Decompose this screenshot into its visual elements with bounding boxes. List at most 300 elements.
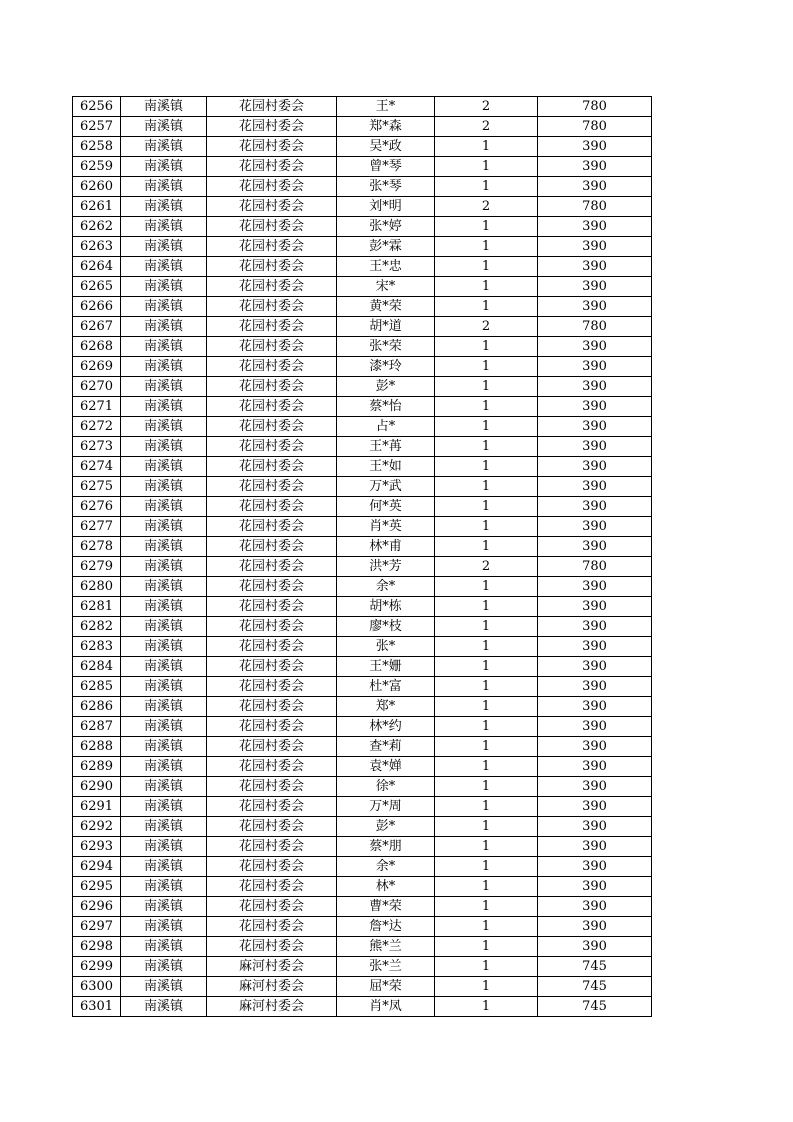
cell-amount: 390: [538, 577, 652, 597]
cell-amount: 390: [538, 217, 652, 237]
table-row: [73, 357, 652, 377]
cell-town: 南溪镇: [121, 117, 207, 137]
cell-id: 6300: [73, 977, 121, 997]
cell-village: 花园村委会: [207, 557, 337, 577]
cell-name: 何*英: [337, 497, 435, 517]
cell-village: 花园村委会: [207, 497, 337, 517]
cell-town: 南溪镇: [121, 177, 207, 197]
cell-name: 林*甫: [337, 537, 435, 557]
table-row: [73, 537, 652, 557]
cell-amount: 390: [538, 797, 652, 817]
cell-name: 张*: [337, 637, 435, 657]
cell-town: 南溪镇: [121, 557, 207, 577]
cell-town: 南溪镇: [121, 477, 207, 497]
cell-count: 1: [435, 917, 538, 937]
cell-village: 花园村委会: [207, 517, 337, 537]
cell-name: 林*: [337, 877, 435, 897]
cell-id: 6278: [73, 537, 121, 557]
cell-village: 花园村委会: [207, 577, 337, 597]
cell-village: 麻河村委会: [207, 977, 337, 997]
cell-amount: 390: [538, 837, 652, 857]
cell-id: 6294: [73, 857, 121, 877]
cell-id: 6259: [73, 157, 121, 177]
cell-id: 6293: [73, 837, 121, 857]
cell-id: 6261: [73, 197, 121, 217]
cell-count: 1: [435, 797, 538, 817]
cell-count: 1: [435, 657, 538, 677]
cell-name: 万*武: [337, 477, 435, 497]
table-row: [73, 177, 652, 197]
cell-village: 花园村委会: [207, 377, 337, 397]
cell-village: 花园村委会: [207, 717, 337, 737]
cell-amount: 390: [538, 177, 652, 197]
cell-count: 1: [435, 397, 538, 417]
cell-count: 1: [435, 457, 538, 477]
table-row: [73, 657, 652, 677]
cell-village: 花园村委会: [207, 617, 337, 637]
cell-town: 南溪镇: [121, 617, 207, 637]
table-row: [73, 837, 652, 857]
cell-amount: 390: [538, 657, 652, 677]
table-row: [73, 857, 652, 877]
cell-village: 花园村委会: [207, 137, 337, 157]
cell-village: 花园村委会: [207, 917, 337, 937]
cell-town: 南溪镇: [121, 917, 207, 937]
cell-village: 麻河村委会: [207, 957, 337, 977]
cell-amount: 390: [538, 777, 652, 797]
cell-id: 6295: [73, 877, 121, 897]
table-row: [73, 637, 652, 657]
cell-amount: 390: [538, 357, 652, 377]
cell-count: 1: [435, 717, 538, 737]
cell-amount: 390: [538, 637, 652, 657]
cell-amount: 390: [538, 537, 652, 557]
cell-amount: 390: [538, 437, 652, 457]
cell-village: 花园村委会: [207, 197, 337, 217]
cell-village: 花园村委会: [207, 237, 337, 257]
cell-amount: 390: [538, 917, 652, 937]
cell-village: 花园村委会: [207, 797, 337, 817]
cell-name: 王*苒: [337, 437, 435, 457]
cell-town: 南溪镇: [121, 997, 207, 1017]
cell-amount: 390: [538, 457, 652, 477]
cell-id: 6282: [73, 617, 121, 637]
cell-town: 南溪镇: [121, 857, 207, 877]
cell-town: 南溪镇: [121, 717, 207, 737]
table-row: [73, 957, 652, 977]
cell-name: 万*周: [337, 797, 435, 817]
cell-name: 王*: [337, 97, 435, 117]
cell-amount: 390: [538, 697, 652, 717]
cell-amount: 780: [538, 197, 652, 217]
cell-id: 6266: [73, 297, 121, 317]
cell-amount: 745: [538, 957, 652, 977]
table-row: [73, 457, 652, 477]
cell-name: 查*莉: [337, 737, 435, 757]
cell-id: 6256: [73, 97, 121, 117]
cell-village: 花园村委会: [207, 657, 337, 677]
table-row: [73, 737, 652, 757]
cell-id: 6269: [73, 357, 121, 377]
cell-name: 刘*明: [337, 197, 435, 217]
cell-name: 洪*芳: [337, 557, 435, 577]
cell-id: 6271: [73, 397, 121, 417]
cell-amount: 390: [538, 297, 652, 317]
cell-name: 余*: [337, 857, 435, 877]
cell-town: 南溪镇: [121, 497, 207, 517]
cell-village: 花园村委会: [207, 177, 337, 197]
cell-town: 南溪镇: [121, 237, 207, 257]
cell-count: 1: [435, 437, 538, 457]
table-row: [73, 97, 652, 117]
table-row: [73, 157, 652, 177]
cell-count: 1: [435, 357, 538, 377]
cell-id: 6281: [73, 597, 121, 617]
cell-amount: 390: [538, 677, 652, 697]
cell-name: 彭*: [337, 377, 435, 397]
cell-count: 1: [435, 137, 538, 157]
cell-name: 彭*: [337, 817, 435, 837]
cell-village: 花园村委会: [207, 97, 337, 117]
cell-village: 花园村委会: [207, 457, 337, 477]
cell-town: 南溪镇: [121, 957, 207, 977]
table-row: [73, 197, 652, 217]
cell-name: 詹*达: [337, 917, 435, 937]
cell-town: 南溪镇: [121, 317, 207, 337]
cell-count: 1: [435, 177, 538, 197]
table-row: [73, 997, 652, 1017]
cell-town: 南溪镇: [121, 697, 207, 717]
cell-count: 1: [435, 737, 538, 757]
cell-amount: 780: [538, 557, 652, 577]
cell-id: 6286: [73, 697, 121, 717]
cell-town: 南溪镇: [121, 737, 207, 757]
cell-name: 蔡*朋: [337, 837, 435, 857]
cell-id: 6274: [73, 457, 121, 477]
cell-town: 南溪镇: [121, 97, 207, 117]
table-row: [73, 917, 652, 937]
cell-count: 2: [435, 197, 538, 217]
cell-town: 南溪镇: [121, 757, 207, 777]
cell-name: 王*如: [337, 457, 435, 477]
table-row: [73, 277, 652, 297]
cell-id: 6276: [73, 497, 121, 517]
cell-count: 2: [435, 97, 538, 117]
cell-count: 1: [435, 957, 538, 977]
cell-count: 1: [435, 837, 538, 857]
cell-amount: 780: [538, 317, 652, 337]
cell-count: 1: [435, 757, 538, 777]
cell-name: 占*: [337, 417, 435, 437]
table-row: [73, 977, 652, 997]
cell-id: 6267: [73, 317, 121, 337]
cell-village: 花园村委会: [207, 697, 337, 717]
cell-count: 1: [435, 817, 538, 837]
cell-town: 南溪镇: [121, 277, 207, 297]
cell-count: 1: [435, 417, 538, 437]
cell-amount: 390: [538, 397, 652, 417]
cell-name: 王*忠: [337, 257, 435, 277]
cell-town: 南溪镇: [121, 837, 207, 857]
cell-id: 6291: [73, 797, 121, 817]
table-row: [73, 257, 652, 277]
cell-name: 肖*凤: [337, 997, 435, 1017]
cell-village: 花园村委会: [207, 317, 337, 337]
cell-town: 南溪镇: [121, 657, 207, 677]
cell-amount: 390: [538, 877, 652, 897]
table-row: [73, 557, 652, 577]
cell-id: 6284: [73, 657, 121, 677]
cell-id: 6275: [73, 477, 121, 497]
cell-village: 花园村委会: [207, 877, 337, 897]
cell-name: 肖*英: [337, 517, 435, 537]
cell-name: 彭*霖: [337, 237, 435, 257]
cell-name: 张*婷: [337, 217, 435, 237]
cell-name: 余*: [337, 577, 435, 597]
cell-count: 1: [435, 937, 538, 957]
cell-village: 花园村委会: [207, 757, 337, 777]
cell-name: 王*姗: [337, 657, 435, 677]
cell-amount: 390: [538, 897, 652, 917]
cell-village: 花园村委会: [207, 397, 337, 417]
cell-town: 南溪镇: [121, 157, 207, 177]
cell-name: 蔡*怡: [337, 397, 435, 417]
table-row: [73, 117, 652, 137]
cell-amount: 390: [538, 257, 652, 277]
cell-amount: 390: [538, 417, 652, 437]
cell-id: 6277: [73, 517, 121, 537]
cell-count: 1: [435, 277, 538, 297]
cell-town: 南溪镇: [121, 677, 207, 697]
cell-id: 6262: [73, 217, 121, 237]
cell-village: 麻河村委会: [207, 997, 337, 1017]
table-row: [73, 377, 652, 397]
cell-name: 黄*荣: [337, 297, 435, 317]
cell-town: 南溪镇: [121, 137, 207, 157]
cell-id: 6290: [73, 777, 121, 797]
cell-village: 花园村委会: [207, 637, 337, 657]
cell-id: 6289: [73, 757, 121, 777]
cell-amount: 390: [538, 277, 652, 297]
table-row: [73, 237, 652, 257]
cell-name: 袁*婵: [337, 757, 435, 777]
cell-name: 熊*兰: [337, 937, 435, 957]
table-row: [73, 217, 652, 237]
cell-count: 1: [435, 337, 538, 357]
cell-name: 宋*: [337, 277, 435, 297]
cell-name: 张*琴: [337, 177, 435, 197]
cell-name: 徐*: [337, 777, 435, 797]
cell-count: 1: [435, 857, 538, 877]
cell-id: 6279: [73, 557, 121, 577]
table-row: [73, 317, 652, 337]
cell-name: 屈*荣: [337, 977, 435, 997]
cell-amount: 745: [538, 977, 652, 997]
cell-id: 6258: [73, 137, 121, 157]
cell-village: 花园村委会: [207, 257, 337, 277]
cell-village: 花园村委会: [207, 437, 337, 457]
cell-count: 1: [435, 237, 538, 257]
table-row: [73, 817, 652, 837]
cell-village: 花园村委会: [207, 937, 337, 957]
cell-town: 南溪镇: [121, 797, 207, 817]
cell-village: 花园村委会: [207, 677, 337, 697]
cell-village: 花园村委会: [207, 297, 337, 317]
cell-count: 1: [435, 497, 538, 517]
table-row: [73, 477, 652, 497]
table-row: [73, 717, 652, 737]
cell-count: 2: [435, 117, 538, 137]
cell-town: 南溪镇: [121, 637, 207, 657]
cell-id: 6288: [73, 737, 121, 757]
cell-count: 1: [435, 617, 538, 637]
cell-name: 胡*道: [337, 317, 435, 337]
cell-town: 南溪镇: [121, 897, 207, 917]
cell-town: 南溪镇: [121, 217, 207, 237]
cell-amount: 780: [538, 117, 652, 137]
cell-count: 1: [435, 477, 538, 497]
cell-town: 南溪镇: [121, 357, 207, 377]
cell-count: 1: [435, 217, 538, 237]
cell-town: 南溪镇: [121, 197, 207, 217]
table-row: [73, 777, 652, 797]
table-row: [73, 577, 652, 597]
cell-town: 南溪镇: [121, 937, 207, 957]
cell-count: 1: [435, 377, 538, 397]
cell-amount: 390: [538, 337, 652, 357]
cell-count: 1: [435, 777, 538, 797]
cell-count: 1: [435, 897, 538, 917]
cell-count: 2: [435, 557, 538, 577]
table-row: [73, 597, 652, 617]
cell-town: 南溪镇: [121, 397, 207, 417]
cell-village: 花园村委会: [207, 277, 337, 297]
cell-village: 花园村委会: [207, 157, 337, 177]
cell-town: 南溪镇: [121, 537, 207, 557]
cell-amount: 390: [538, 617, 652, 637]
cell-amount: 390: [538, 137, 652, 157]
cell-town: 南溪镇: [121, 297, 207, 317]
cell-village: 花园村委会: [207, 597, 337, 617]
cell-amount: 390: [538, 477, 652, 497]
cell-amount: 390: [538, 497, 652, 517]
cell-amount: 390: [538, 717, 652, 737]
cell-id: 6292: [73, 817, 121, 837]
cell-id: 6273: [73, 437, 121, 457]
cell-count: 1: [435, 637, 538, 657]
cell-count: 1: [435, 157, 538, 177]
cell-amount: 390: [538, 737, 652, 757]
table-row: [73, 397, 652, 417]
cell-amount: 390: [538, 377, 652, 397]
cell-name: 曾*琴: [337, 157, 435, 177]
table-row: [73, 797, 652, 817]
cell-count: 1: [435, 537, 538, 557]
cell-count: 1: [435, 697, 538, 717]
cell-id: 6287: [73, 717, 121, 737]
cell-village: 花园村委会: [207, 737, 337, 757]
table-row: [73, 617, 652, 637]
table-row: [73, 937, 652, 957]
cell-town: 南溪镇: [121, 337, 207, 357]
cell-id: 6299: [73, 957, 121, 977]
cell-id: 6280: [73, 577, 121, 597]
cell-id: 6301: [73, 997, 121, 1017]
cell-village: 花园村委会: [207, 357, 337, 377]
cell-name: 林*约: [337, 717, 435, 737]
cell-count: 1: [435, 877, 538, 897]
cell-name: 张*荣: [337, 337, 435, 357]
table-row: [73, 517, 652, 537]
cell-village: 花园村委会: [207, 117, 337, 137]
cell-name: 郑*: [337, 697, 435, 717]
table-row: [73, 437, 652, 457]
cell-id: 6257: [73, 117, 121, 137]
cell-name: 曹*荣: [337, 897, 435, 917]
cell-village: 花园村委会: [207, 777, 337, 797]
cell-village: 花园村委会: [207, 837, 337, 857]
cell-amount: 390: [538, 857, 652, 877]
cell-id: 6285: [73, 677, 121, 697]
cell-count: 2: [435, 317, 538, 337]
cell-town: 南溪镇: [121, 977, 207, 997]
table-row: [73, 677, 652, 697]
cell-town: 南溪镇: [121, 817, 207, 837]
cell-amount: 390: [538, 817, 652, 837]
cell-id: 6260: [73, 177, 121, 197]
cell-count: 1: [435, 997, 538, 1017]
cell-village: 花园村委会: [207, 537, 337, 557]
table-row: [73, 337, 652, 357]
cell-town: 南溪镇: [121, 437, 207, 457]
cell-village: 花园村委会: [207, 857, 337, 877]
table-row: [73, 497, 652, 517]
cell-name: 郑*森: [337, 117, 435, 137]
cell-town: 南溪镇: [121, 257, 207, 277]
cell-id: 6268: [73, 337, 121, 357]
table-row: [73, 877, 652, 897]
cell-amount: 390: [538, 597, 652, 617]
table-row: [73, 417, 652, 437]
cell-id: 6272: [73, 417, 121, 437]
table-row: [73, 757, 652, 777]
cell-name: 廖*枝: [337, 617, 435, 637]
cell-name: 杜*富: [337, 677, 435, 697]
cell-amount: 390: [538, 937, 652, 957]
cell-id: 6270: [73, 377, 121, 397]
cell-count: 1: [435, 517, 538, 537]
cell-count: 1: [435, 597, 538, 617]
table-row: [73, 897, 652, 917]
cell-amount: 780: [538, 97, 652, 117]
cell-count: 1: [435, 257, 538, 277]
cell-id: 6264: [73, 257, 121, 277]
cell-id: 6297: [73, 917, 121, 937]
cell-village: 花园村委会: [207, 337, 337, 357]
cell-count: 1: [435, 977, 538, 997]
cell-count: 1: [435, 577, 538, 597]
cell-id: 6265: [73, 277, 121, 297]
cell-village: 花园村委会: [207, 817, 337, 837]
cell-id: 6298: [73, 937, 121, 957]
table-row: [73, 137, 652, 157]
cell-count: 1: [435, 297, 538, 317]
data-table: [72, 96, 652, 1017]
cell-town: 南溪镇: [121, 457, 207, 477]
cell-id: 6296: [73, 897, 121, 917]
cell-name: 吴*政: [337, 137, 435, 157]
cell-village: 花园村委会: [207, 217, 337, 237]
